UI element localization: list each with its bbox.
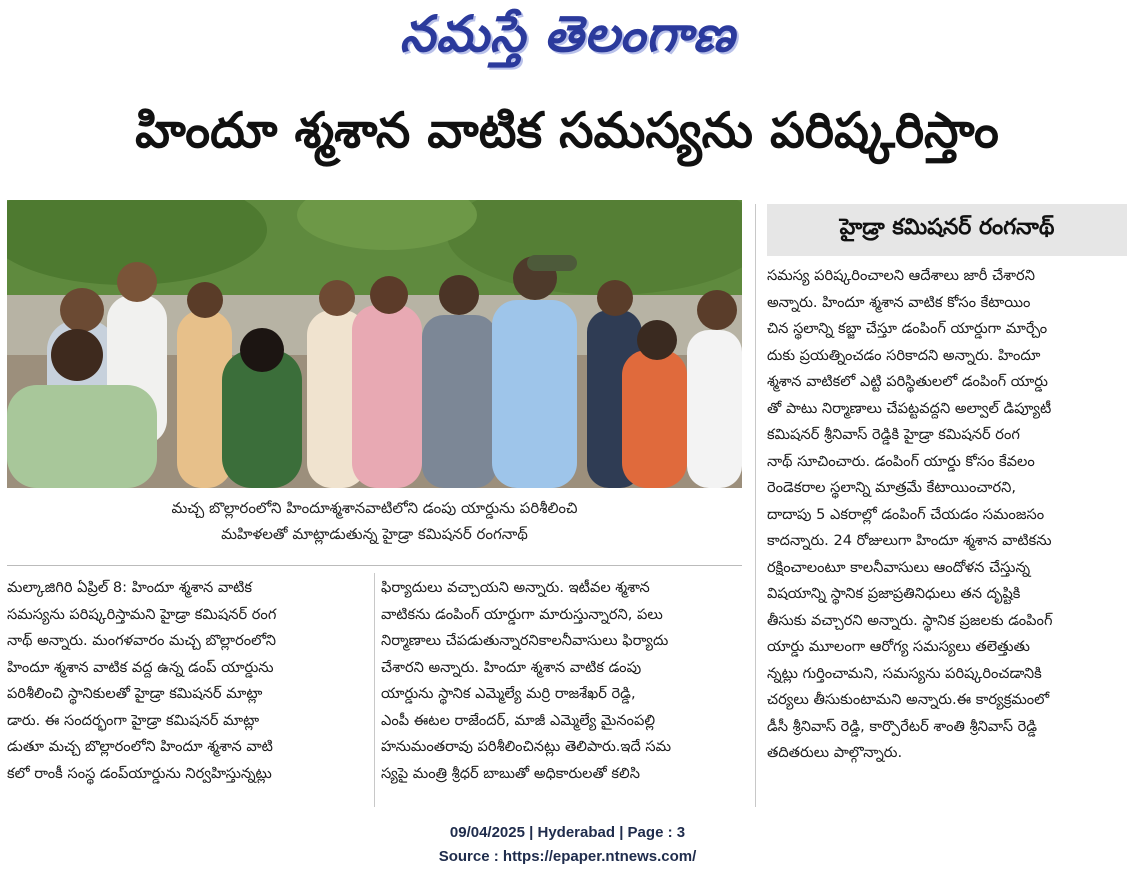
text-line: సమస్య పరిష్కరించాలని ఆదేశాలు జారీ చేశారని — [767, 267, 1035, 284]
footer-source: Source : https://epaper.ntnews.com/ — [438, 848, 697, 865]
text-line: అన్నారు. హిందూ శ్మశాన వాటిక కోసం కేటాయిం — [767, 293, 1031, 311]
text-line: చేశారని అన్నారు. హిందూ శ్మశాన వాటిక డంపు — [381, 658, 642, 676]
text-line: రక్షించాలంటూ కాలనీవాసులు ఆందోళన చేస్తున్న — [767, 558, 1031, 576]
text-line: దుకు ప్రయత్నించడం సరికాదని అన్నారు. హిందూ — [767, 346, 1041, 364]
text-line: తదితరులు పాల్గొన్నారు. — [767, 744, 903, 761]
article-column-1 — [7, 575, 368, 787]
text-line: ఎంపీ ఈటల రాజేందర్, మాజీ ఎమ్మెల్యే మైనంపల్లి — [381, 711, 656, 729]
text-line: న్నట్లు గుర్తించామని, సమస్యను పరిష్కరించడానికి — [767, 664, 1042, 682]
text-line: మల్కాజిగిరి ఏప్రిల్ 8: హిందూ శ్మశాన వాటిక — [7, 579, 253, 596]
text-line: ఫిర్యాదులు వచ్చాయని అన్నారు. ఇటీవల శ్మశాన — [381, 579, 650, 596]
text-line: నాథ్ సూచించారు. డంపింగ్ యార్డు కోసం కేవలం — [767, 452, 1035, 470]
text-line: తీసుకు వచ్చారని అన్నారు. స్థానిక ప్రజలకు డంపింగ్ — [767, 611, 1053, 629]
footer-date-edition: 09/04/2025 | Hyderabad | Page : 3 — [449, 824, 686, 841]
article-column-3 — [767, 263, 1127, 767]
text-line: యార్డు మూలంగా ఆరోగ్య సమస్యలు తలెత్తుతు — [767, 638, 1030, 655]
text-line: హనుమంతరావు పరిశీలించినట్లు తెలిపారు.ఇదే సమ — [381, 738, 672, 755]
text-line: దాదాపు 5 ఎకరాల్లో డంపింగ్ చేయడం సమంజసం — [767, 505, 1045, 523]
caption-line: మచ్చ బొల్లారంలోని హిందూశ్మశానవాటిలోని డంపు యార్డును పరిశీలించి — [171, 499, 578, 517]
text-line: స్యపై మంత్రి శ్రీధర్ బాబుతో అధికారులతో కలిసి — [381, 764, 640, 782]
text-line: కాదన్నారు. 24 రోజులుగా హిందూ శ్మశాన వాటికను — [767, 532, 1052, 549]
masthead-logo — [0, 0, 1135, 80]
text-line: విషయాన్ని స్థానిక ప్రజాప్రతినిధులు తన దృష్టికి — [767, 585, 1021, 602]
text-line: నాథ్ అన్నారు. మంగళవారం మచ్చ బొల్లారంలోని — [7, 632, 277, 649]
text-line: పరిశీలించి స్థానికులతో హైడ్రా కమిషనర్ మాట్లా — [7, 685, 263, 702]
text-line: శ్మశాన వాటికలో ఎట్టి పరిస్థితులలో డంపింగ్ యార్డు — [767, 373, 1048, 390]
text-line: తో పాటు నిర్మాణాలు చేపట్టవద్దని అల్వాల్ డిప్యూటీ — [767, 399, 1052, 417]
text-line: హిందూ శ్మశాన వాటిక వద్ద ఉన్న డంప్ యార్డును — [7, 658, 274, 676]
caption-line: మహిళలతో మాట్లాడుతున్న హైడ్రా కమిషనర్ రంగనాథ్ — [221, 525, 528, 543]
masthead-title: నమస్తే తెలంగాణ — [399, 4, 736, 63]
text-line: నిర్మాణాలు చేపడుతున్నారనికాలనీవాసులు ఫిర్యాదు — [381, 632, 669, 649]
text-line: చిన స్థలాన్ని కబ్జా చేస్తూ డంపింగ్ యార్డుగా మార్చేం — [767, 320, 1048, 337]
text-line: సమస్యను పరిష్కరిస్తామని హైడ్రా కమిషనర్ రంగ — [7, 605, 277, 623]
subhead-banner: హైడ్రా కమిషనర్ రంగనాథ్ — [767, 204, 1127, 256]
column-divider-right — [755, 204, 756, 807]
text-line: చర్యలు తీసుకుంటామని అన్నారు.ఈ కార్యక్రమంలో — [767, 691, 1050, 708]
text-line: కలో రాంకీ సంస్థ డంప్‌యార్డును నిర్వహిస్తున్నట్లు — [7, 764, 272, 782]
column-divider-left — [374, 573, 375, 807]
headline: హిందూ శ్మశాన వాటిక సమస్యను పరిష్కరిస్తాం — [135, 101, 999, 159]
text-line: డుతూ మచ్చ బొల్లారంలోని హిందూ శ్మశాన వాటి — [7, 738, 273, 755]
text-line: రెండెకరాల స్థలాన్ని మాత్రమే కేటాయించారని, — [767, 479, 1016, 496]
text-line: డీసీ శ్రీనివాస్ రెడ్డి, కార్పొరేటర్ శాంతి శ్రీనివాస్ రెడ్డి — [767, 717, 1038, 735]
article-column-2 — [381, 575, 742, 787]
text-line: యార్డును స్థానిక ఎమ్మెల్యే మర్రి రాజశేఖర్ రెడ్డి, — [381, 685, 636, 702]
text-line: వాటికను డంపింగ్ యార్డుగా మారుస్తున్నారని, పలు — [381, 605, 663, 623]
photo-caption — [7, 495, 742, 565]
news-photo — [7, 200, 742, 488]
text-line: డారు. ఈ సందర్భంగా హైడ్రా కమిషనర్ మాట్లా — [7, 711, 260, 729]
caption-divider — [7, 565, 742, 566]
text-line: కమిషనర్ శ్రీనివాస్ రెడ్డికి హైడ్రా కమిషనర్ రంగ — [767, 426, 1020, 443]
